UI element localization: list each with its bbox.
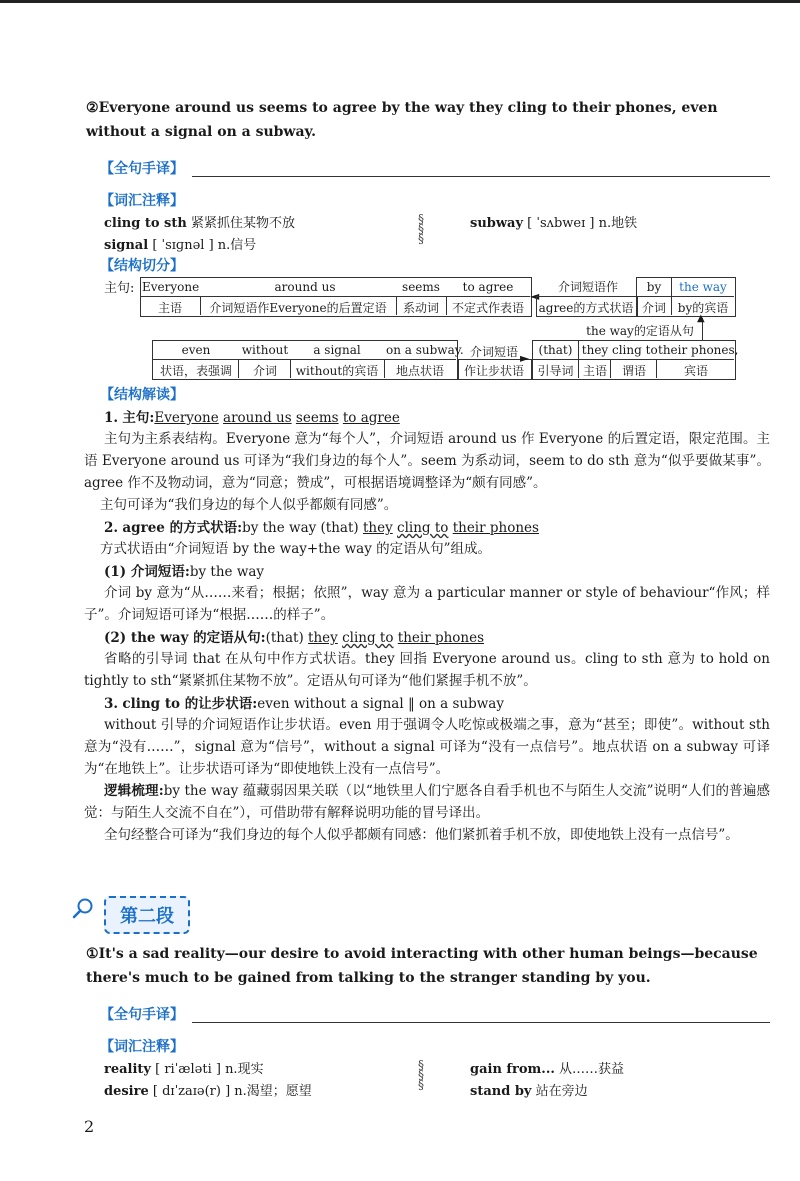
diagram-word: by xyxy=(646,280,662,294)
section-title: 第二段 xyxy=(104,896,190,934)
vocab-item xyxy=(104,234,256,253)
vocab-word: signal xyxy=(104,238,149,253)
vocab-word: stand by xyxy=(470,1084,532,1099)
vocab-label: 【词汇注释】 xyxy=(100,1039,184,1055)
explain-heading-1: 1. 主句:Everyone around us seems to agree xyxy=(104,410,400,426)
explain-paragraph: without 引导的介词短语作让步状语。even 用于强调令人吃惊或极端之事，意为“甚至；即使”。without sth 意为“没有……”，signal 意为“信号”，without a signal 可译为“没有一点信号”。地点状语 on a subway 可译为“在地铁上”。让步状语可译为“即使地铁上没有一点信号”。 xyxy=(84,717,770,777)
diagram-role: 介词 xyxy=(252,364,277,378)
diagram-role: by的宾语 xyxy=(677,301,729,315)
diagram-role: 介词短语作Everyone的后置定语 xyxy=(209,301,387,315)
diagram-link-label: 介词短语 xyxy=(469,345,518,359)
explain-heading-3: 3. cling to 的让步状语:even without a signal ‖ on a subway xyxy=(104,696,504,712)
vocab-divider: § § § xyxy=(418,212,424,246)
diagram-word: (that) xyxy=(538,343,573,357)
diagram-role: 引导词 xyxy=(537,364,574,378)
diagram-word: without xyxy=(241,343,289,357)
diagram-word: their phones, xyxy=(658,343,739,357)
diagram-word: cling to xyxy=(612,343,658,357)
diagram-word: seems xyxy=(402,280,440,294)
vocab-word: cling to sth xyxy=(104,216,187,231)
diagram-role: 系动词 xyxy=(402,301,439,315)
explain-paragraph: 主句可译为“我们身边的每个人似乎都颇有同感”。 xyxy=(100,497,398,513)
vocab-item xyxy=(470,1080,588,1099)
sentence-2-text: Everyone around us seems to agree by the way they cling to their phones, even without a signal on a subway. xyxy=(86,100,718,140)
diagram-role: 主语 xyxy=(582,364,607,378)
vocab-gloss: [ ˈsɪɡnəl ] n.信号 xyxy=(152,238,257,253)
diagram-role: 宾语 xyxy=(683,364,708,378)
vocab-word: desire xyxy=(104,1084,149,1099)
vocab-divider: § § § xyxy=(418,1058,424,1092)
diagram-role: 介词 xyxy=(641,301,666,315)
diagram-word: even xyxy=(181,343,211,357)
diagram-word: on a subway. xyxy=(386,343,464,357)
vocab-item xyxy=(470,212,637,231)
explain-paragraph: 全句经整合可译为“我们身边的每个人似乎都颇有同感：他们紧抓着手机不放，即使地铁上没有一点信号”。 xyxy=(104,827,739,843)
vocab-gloss: [ dɪˈzaɪə(r) ] n.渴望；愿望 xyxy=(152,1084,312,1099)
page-number: 2 xyxy=(84,1117,95,1136)
diagram-role: without的宾语 xyxy=(295,364,379,378)
diagram-role: 不定式作表语 xyxy=(451,301,524,315)
sentence-1 xyxy=(86,942,766,990)
explain-paragraph: 方式状语由“介词短语 by the way+the way 的定语从句”组成。 xyxy=(100,541,492,557)
vocab-label: 【词汇注释】 xyxy=(100,193,184,209)
diagram-link-label: 介词短语作 xyxy=(557,280,618,294)
diagram-word: they xyxy=(581,343,609,357)
diagram-role: 地点状语 xyxy=(395,364,444,378)
arrow-right-icon: ► xyxy=(520,351,530,365)
explain-logic: 逻辑梳理:by the way 蕴藏弱因果关联（以“地铁里人们宁愿各自看手机也不与陌生人交流”说明“人们的普遍感觉：与陌生人交流不自在”），可借助带有解释说明功能的冒号译出。 xyxy=(84,783,771,821)
explain-heading-2: 2. agree 的方式状语:by the way (that) they cling to their phones xyxy=(104,520,539,536)
diagram-role: 谓语 xyxy=(621,364,646,378)
magnifier-icon xyxy=(72,897,94,919)
diagram-word: to agree xyxy=(462,280,514,294)
diagram-word: Everyone xyxy=(142,280,200,294)
sentence-2 xyxy=(86,96,766,144)
arrow-up-icon: ▲ xyxy=(697,313,705,324)
vocab-item xyxy=(104,1080,312,1099)
explain-subheading-2: (2) the way 的定语从句:(that) they cling to their phones xyxy=(104,630,485,646)
diagram-link-label: agree的方式状语 xyxy=(538,301,634,315)
translate-label: 【全句手译】 xyxy=(100,1007,184,1023)
explain-paragraph: 省略的引导词 that 在从句中作方式状语。they 回指 Everyone around us。cling to sth 意为 to hold on tightly to sth“紧紧抓住某物不放”。定语从句可译为“他们紧握手机不放”。 xyxy=(84,651,770,689)
explain-label: 【结构解读】 xyxy=(100,387,184,403)
translate-label: 【全句手译】 xyxy=(100,161,184,177)
vocab-word: reality xyxy=(104,1062,151,1077)
vocab-item xyxy=(470,1058,624,1077)
vocab-gloss: 站在旁边 xyxy=(535,1084,588,1099)
vocab-item xyxy=(104,212,295,231)
diagram-word: a signal xyxy=(313,343,361,357)
arrow-left-icon: ◄ xyxy=(530,289,540,303)
explain-paragraph: 主句为主系表结构。Everyone 意为“每个人”，介词短语 around us 作 Everyone 的后置定语，限定范围。主语 Everyone around us 可译为“我们身边的每个人”。seem 为系动词，seem to do sth 意为“似乎要做某事”。agree 作不及物动词，意为“同意；赞成”，可根据语境调整译为“颇有同感”。 xyxy=(84,431,770,491)
diagram-link-label: 作让步状语 xyxy=(463,364,524,378)
vocab-word: gain from... xyxy=(470,1062,555,1077)
sentence-1-text: It's a sad reality—our desire to avoid interacting with other human beings—because there's much to be gained from talking to the stranger standing by you. xyxy=(86,946,758,986)
diagram-word: around us xyxy=(274,280,336,294)
split-label: 【结构切分】 xyxy=(100,258,184,274)
diagram-role: 主语 xyxy=(157,301,182,315)
vocab-gloss: 从……获益 xyxy=(559,1062,625,1077)
vocab-gloss: [ riˈæləti ] n.现实 xyxy=(155,1062,264,1077)
diagram-word: the way xyxy=(679,280,727,294)
vocab-word: subway xyxy=(470,216,524,231)
vocab-gloss: 紧紧抓住某物不放 xyxy=(190,216,295,231)
vocab-item xyxy=(104,1058,264,1077)
diagram-role: 状语，表强调 xyxy=(159,364,232,378)
explain-subheading-1: (1) 介词短语:by the way xyxy=(104,564,265,580)
sentence-1-marker: ① xyxy=(86,946,99,962)
diagram-clause-label: the way的定语从句 xyxy=(586,324,694,338)
translate-fill-line xyxy=(192,1022,770,1023)
top-rule xyxy=(0,0,800,3)
vocab-gloss: [ ˈsʌbweɪ ] n.地铁 xyxy=(527,216,638,231)
sentence-2-marker: ② xyxy=(86,100,99,116)
translate-fill-line xyxy=(192,176,770,177)
diagram-row-label: 主句: xyxy=(104,281,135,296)
explain-paragraph: 介词 by 意为“从……来看；根据；依照”，way 意为 a particular manner or style of behaviour“作风；样子”。介词短语可译为“根据……的样子”。 xyxy=(84,585,770,623)
